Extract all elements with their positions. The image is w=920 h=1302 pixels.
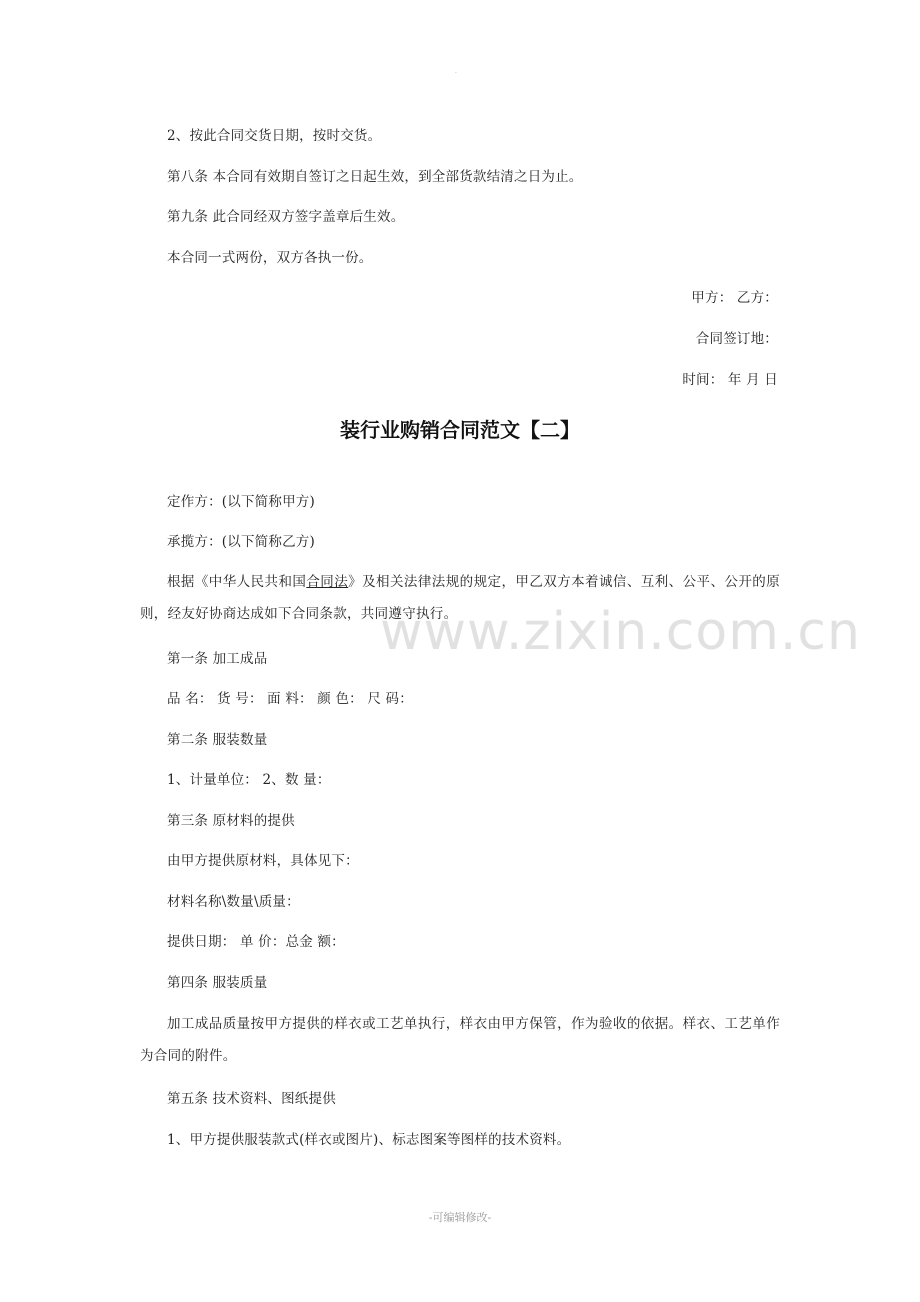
article-8: 第八条 本合同有效期自签订之日起生效，到全部货款结清之日为止。 [167,169,583,185]
article-4-body: 加工成品质量按甲方提供的样衣或工艺单执行，样衣由甲方保管，作为验收的依据。样衣、工艺单作为合同的附件。 [140,1016,780,1064]
article-1-fields: 品 名： 货 号： 面 料： 颜 色： 尺 码： [167,691,413,707]
contract-law-link[interactable]: 合同法 [306,574,349,590]
legal-basis-paragraph [140,566,780,630]
site-watermark: www.zixin.com.cn [380,602,861,662]
legal-basis-text-end: 》及相关法律法规的规定，甲乙双方本着诚信、互利、公平、公开的原则，经友好协商达成如下合同条款，共同遵守执行。 [140,574,781,622]
article-3-line-3: 提供日期： 单 价：总金 额： [167,934,345,950]
copies-clause: 本合同一式两份，双方各执一份。 [167,250,373,266]
signature-place: 合同签订地： [695,331,778,347]
header-mark: · [455,70,457,77]
article-1-title: 第一条 加工成品 [167,651,268,667]
clause-delivery-on-time: 2、按此合同交货日期，按时交货。 [167,128,382,144]
contractor-line: 承揽方：(以下简称乙方) [167,534,315,550]
article-4-title: 第四条 服装质量 [167,975,268,991]
article-5-title: 第五条 技术资料、图纸提供 [167,1091,336,1107]
article-5-line-1: 1、甲方提供服装款式(样衣或图片)、标志图案等图样的技术资料。 [167,1132,571,1148]
document-title: 装行业购销合同范文【二】 [340,418,580,442]
article-3-line-2: 材料名称\数量\质量： [167,894,300,910]
article-3-line-1: 由甲方提供原材料，具体见下： [167,853,359,869]
article-9: 第九条 此合同经双方签字盖章后生效。 [167,209,405,225]
article-2-fields: 1、计量单位： 2、数 量： [167,772,331,788]
page-footer: -可编辑修改- [428,1211,492,1224]
legal-basis-text-start: 根据《中华人民共和国 [167,574,307,590]
article-2-title: 第二条 服装数量 [167,732,268,748]
signature-time: 时间： 年 月 日 [682,372,778,388]
article-3-title: 第三条 原材料的提供 [167,813,295,829]
orderer-line: 定作方：(以下简称甲方) [167,494,315,510]
signature-parties: 甲方： 乙方： [691,290,778,306]
